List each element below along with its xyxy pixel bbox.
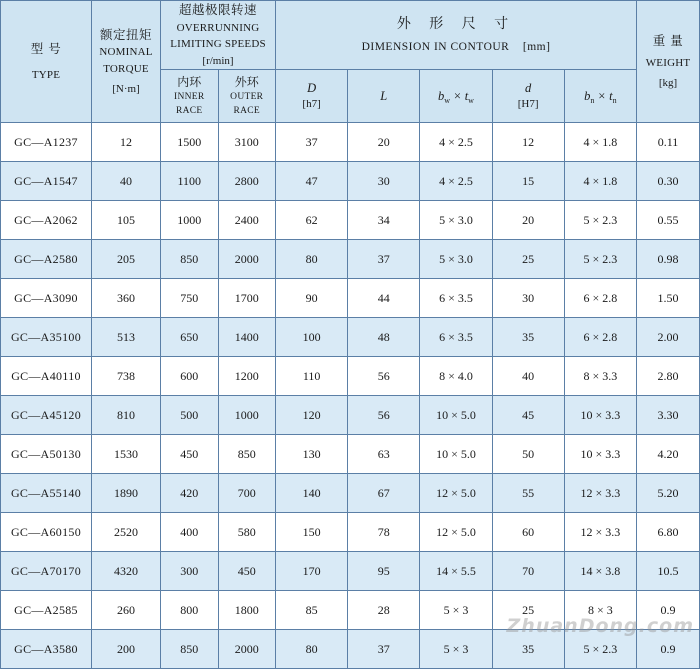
cell-D: 170 xyxy=(276,552,348,591)
cell-outer: 850 xyxy=(218,435,276,474)
cell-L: 37 xyxy=(348,240,420,279)
table-row xyxy=(1,591,700,630)
cell-bntn: 8 × 3.3 xyxy=(564,357,636,396)
cell-bwtw: 5 × 3.0 xyxy=(420,240,492,279)
cell-bntn: 5 × 2.3 xyxy=(564,201,636,240)
cell-outer: 1700 xyxy=(218,279,276,318)
cell-inner: 750 xyxy=(161,279,219,318)
cell-D: 62 xyxy=(276,201,348,240)
table-row xyxy=(1,318,700,357)
cell-bwtw: 5 × 3.0 xyxy=(420,201,492,240)
cell-inner: 1000 xyxy=(161,201,219,240)
cell-type: GC—A2585 xyxy=(1,591,92,630)
cell-bntn: 6 × 2.8 xyxy=(564,318,636,357)
cell-torque: 810 xyxy=(92,396,161,435)
cell-d: 15 xyxy=(492,162,564,201)
cell-D: 80 xyxy=(276,240,348,279)
cell-bntn: 14 × 3.8 xyxy=(564,552,636,591)
cell-L: 78 xyxy=(348,513,420,552)
table-row xyxy=(1,552,700,591)
cell-outer: 700 xyxy=(218,474,276,513)
cell-inner: 600 xyxy=(161,357,219,396)
cell-d: 12 xyxy=(492,123,564,162)
cell-inner: 1500 xyxy=(161,123,219,162)
cell-outer: 1200 xyxy=(218,357,276,396)
cell-L: 44 xyxy=(348,279,420,318)
cell-outer: 3100 xyxy=(218,123,276,162)
cell-bntn: 6 × 2.8 xyxy=(564,279,636,318)
cell-weight: 2.80 xyxy=(637,357,700,396)
cell-D: 150 xyxy=(276,513,348,552)
header-dimension: 外 形 尺 寸 DIMENSION IN CONTOUR [mm] xyxy=(276,1,637,70)
cell-outer: 580 xyxy=(218,513,276,552)
header-keyway-outer: $b_w \times t_w$ xyxy=(420,70,492,123)
header-outer-race: 外环 OUTER RACE xyxy=(218,70,276,123)
cell-torque: 1530 xyxy=(92,435,161,474)
cell-type: GC—A1237 xyxy=(1,123,92,162)
cell-type: GC—A50130 xyxy=(1,435,92,474)
cell-inner: 650 xyxy=(161,318,219,357)
cell-L: 56 xyxy=(348,357,420,396)
cell-d: 25 xyxy=(492,591,564,630)
cell-weight: 6.80 xyxy=(637,513,700,552)
cell-torque: 105 xyxy=(92,201,161,240)
cell-D: 90 xyxy=(276,279,348,318)
cell-bntn: 12 × 3.3 xyxy=(564,474,636,513)
cell-weight: 0.55 xyxy=(637,201,700,240)
table-row xyxy=(1,240,700,279)
cell-weight: 3.30 xyxy=(637,396,700,435)
cell-torque: 738 xyxy=(92,357,161,396)
cell-inner: 300 xyxy=(161,552,219,591)
cell-type: GC—A45120 xyxy=(1,396,92,435)
header-length-L: L xyxy=(348,70,420,123)
cell-L: 56 xyxy=(348,396,420,435)
cell-type: GC—A40110 xyxy=(1,357,92,396)
cell-outer: 1000 xyxy=(218,396,276,435)
cell-bwtw: 8 × 4.0 xyxy=(420,357,492,396)
cell-bwtw: 10 × 5.0 xyxy=(420,396,492,435)
cell-L: 67 xyxy=(348,474,420,513)
cell-outer: 2000 xyxy=(218,240,276,279)
cell-bntn: 8 × 3 xyxy=(564,591,636,630)
cell-L: 95 xyxy=(348,552,420,591)
cell-torque: 205 xyxy=(92,240,161,279)
cell-d: 55 xyxy=(492,474,564,513)
table-row xyxy=(1,513,700,552)
cell-type: GC—A2062 xyxy=(1,201,92,240)
cell-d: 50 xyxy=(492,435,564,474)
table-header xyxy=(1,1,700,123)
cell-weight: 10.5 xyxy=(637,552,700,591)
cell-bwtw: 4 × 2.5 xyxy=(420,162,492,201)
cell-d: 70 xyxy=(492,552,564,591)
watermark-text: ZhuanDong.com xyxy=(506,615,694,637)
cell-torque: 513 xyxy=(92,318,161,357)
cell-bwtw: 6 × 3.5 xyxy=(420,279,492,318)
cell-bwtw: 12 × 5.0 xyxy=(420,474,492,513)
header-keyway-inner: $b_n \times t_n$ xyxy=(564,70,636,123)
cell-torque: 200 xyxy=(92,630,161,669)
table-row xyxy=(1,396,700,435)
table-row xyxy=(1,201,700,240)
cell-d: 40 xyxy=(492,357,564,396)
cell-weight: 2.00 xyxy=(637,318,700,357)
cell-D: 140 xyxy=(276,474,348,513)
table-row xyxy=(1,630,700,669)
cell-D: 37 xyxy=(276,123,348,162)
cell-L: 37 xyxy=(348,630,420,669)
table-row xyxy=(1,279,700,318)
cell-bntn: 4 × 1.8 xyxy=(564,123,636,162)
cell-L: 63 xyxy=(348,435,420,474)
cell-torque: 1890 xyxy=(92,474,161,513)
cell-inner: 400 xyxy=(161,513,219,552)
cell-type: GC—A3090 xyxy=(1,279,92,318)
cell-D: 80 xyxy=(276,630,348,669)
cell-D: 120 xyxy=(276,396,348,435)
cell-d: 30 xyxy=(492,279,564,318)
cell-bwtw: 4 × 2.5 xyxy=(420,123,492,162)
cell-d: 45 xyxy=(492,396,564,435)
cell-inner: 450 xyxy=(161,435,219,474)
cell-torque: 4320 xyxy=(92,552,161,591)
cell-type: GC—A60150 xyxy=(1,513,92,552)
cell-outer: 2000 xyxy=(218,630,276,669)
cell-L: 28 xyxy=(348,591,420,630)
cell-D: 110 xyxy=(276,357,348,396)
cell-outer: 450 xyxy=(218,552,276,591)
table-row xyxy=(1,474,700,513)
cell-L: 20 xyxy=(348,123,420,162)
cell-torque: 260 xyxy=(92,591,161,630)
cell-bntn: 10 × 3.3 xyxy=(564,396,636,435)
cell-inner: 850 xyxy=(161,630,219,669)
cell-weight: 5.20 xyxy=(637,474,700,513)
cell-L: 30 xyxy=(348,162,420,201)
header-nominal-torque: 额定扭矩 NOMINAL TORQUE [N·m] xyxy=(92,1,161,123)
cell-outer: 2800 xyxy=(218,162,276,201)
cell-weight: 0.9 xyxy=(637,591,700,630)
cell-weight: 0.11 xyxy=(637,123,700,162)
cell-weight: 0.98 xyxy=(637,240,700,279)
cell-weight: 1.50 xyxy=(637,279,700,318)
cell-D: 100 xyxy=(276,318,348,357)
cell-inner: 850 xyxy=(161,240,219,279)
header-diameter-D: D [h7] xyxy=(276,70,348,123)
cell-bwtw: 6 × 3.5 xyxy=(420,318,492,357)
cell-outer: 1800 xyxy=(218,591,276,630)
cell-weight: 0.9 xyxy=(637,630,700,669)
cell-torque: 2520 xyxy=(92,513,161,552)
cell-bwtw: 14 × 5.5 xyxy=(420,552,492,591)
cell-outer: 2400 xyxy=(218,201,276,240)
cell-inner: 500 xyxy=(161,396,219,435)
cell-type: GC—A70170 xyxy=(1,552,92,591)
cell-d: 25 xyxy=(492,240,564,279)
cell-inner: 1100 xyxy=(161,162,219,201)
cell-bwtw: 5 × 3 xyxy=(420,630,492,669)
cell-bwtw: 12 × 5.0 xyxy=(420,513,492,552)
cell-torque: 40 xyxy=(92,162,161,201)
cell-type: GC—A1547 xyxy=(1,162,92,201)
cell-d: 35 xyxy=(492,630,564,669)
cell-d: 20 xyxy=(492,201,564,240)
table-row xyxy=(1,357,700,396)
table-body xyxy=(1,123,700,669)
cell-L: 48 xyxy=(348,318,420,357)
cell-bntn: 12 × 3.3 xyxy=(564,513,636,552)
cell-bntn: 4 × 1.8 xyxy=(564,162,636,201)
header-bore-d: d [H7] xyxy=(492,70,564,123)
cell-bntn: 5 × 2.3 xyxy=(564,630,636,669)
header-type: 型 号 TYPE xyxy=(1,1,92,123)
header-row-main xyxy=(1,1,700,70)
cell-type: GC—A2580 xyxy=(1,240,92,279)
table-row xyxy=(1,123,700,162)
cell-type: GC—A35100 xyxy=(1,318,92,357)
cell-d: 35 xyxy=(492,318,564,357)
cell-type: GC—A55140 xyxy=(1,474,92,513)
cell-L: 34 xyxy=(348,201,420,240)
cell-inner: 420 xyxy=(161,474,219,513)
cell-inner: 800 xyxy=(161,591,219,630)
cell-d: 60 xyxy=(492,513,564,552)
cell-type: GC—A3580 xyxy=(1,630,92,669)
cell-weight: 4.20 xyxy=(637,435,700,474)
cell-bntn: 5 × 2.3 xyxy=(564,240,636,279)
cell-torque: 360 xyxy=(92,279,161,318)
cell-D: 47 xyxy=(276,162,348,201)
cell-D: 85 xyxy=(276,591,348,630)
cell-bwtw: 10 × 5.0 xyxy=(420,435,492,474)
header-overrunning-speeds: 超越极限转速 OVERRUNNING LIMITING SPEEDS [r/min] xyxy=(161,1,276,70)
header-weight: 重 量 WEIGHT [kg] xyxy=(637,1,700,123)
cell-weight: 0.30 xyxy=(637,162,700,201)
cell-D: 130 xyxy=(276,435,348,474)
table-row xyxy=(1,162,700,201)
table-row xyxy=(1,435,700,474)
cell-bntn: 10 × 3.3 xyxy=(564,435,636,474)
cell-outer: 1400 xyxy=(218,318,276,357)
cell-bwtw: 5 × 3 xyxy=(420,591,492,630)
header-inner-race: 内环 INNER RACE xyxy=(161,70,219,123)
cell-torque: 12 xyxy=(92,123,161,162)
